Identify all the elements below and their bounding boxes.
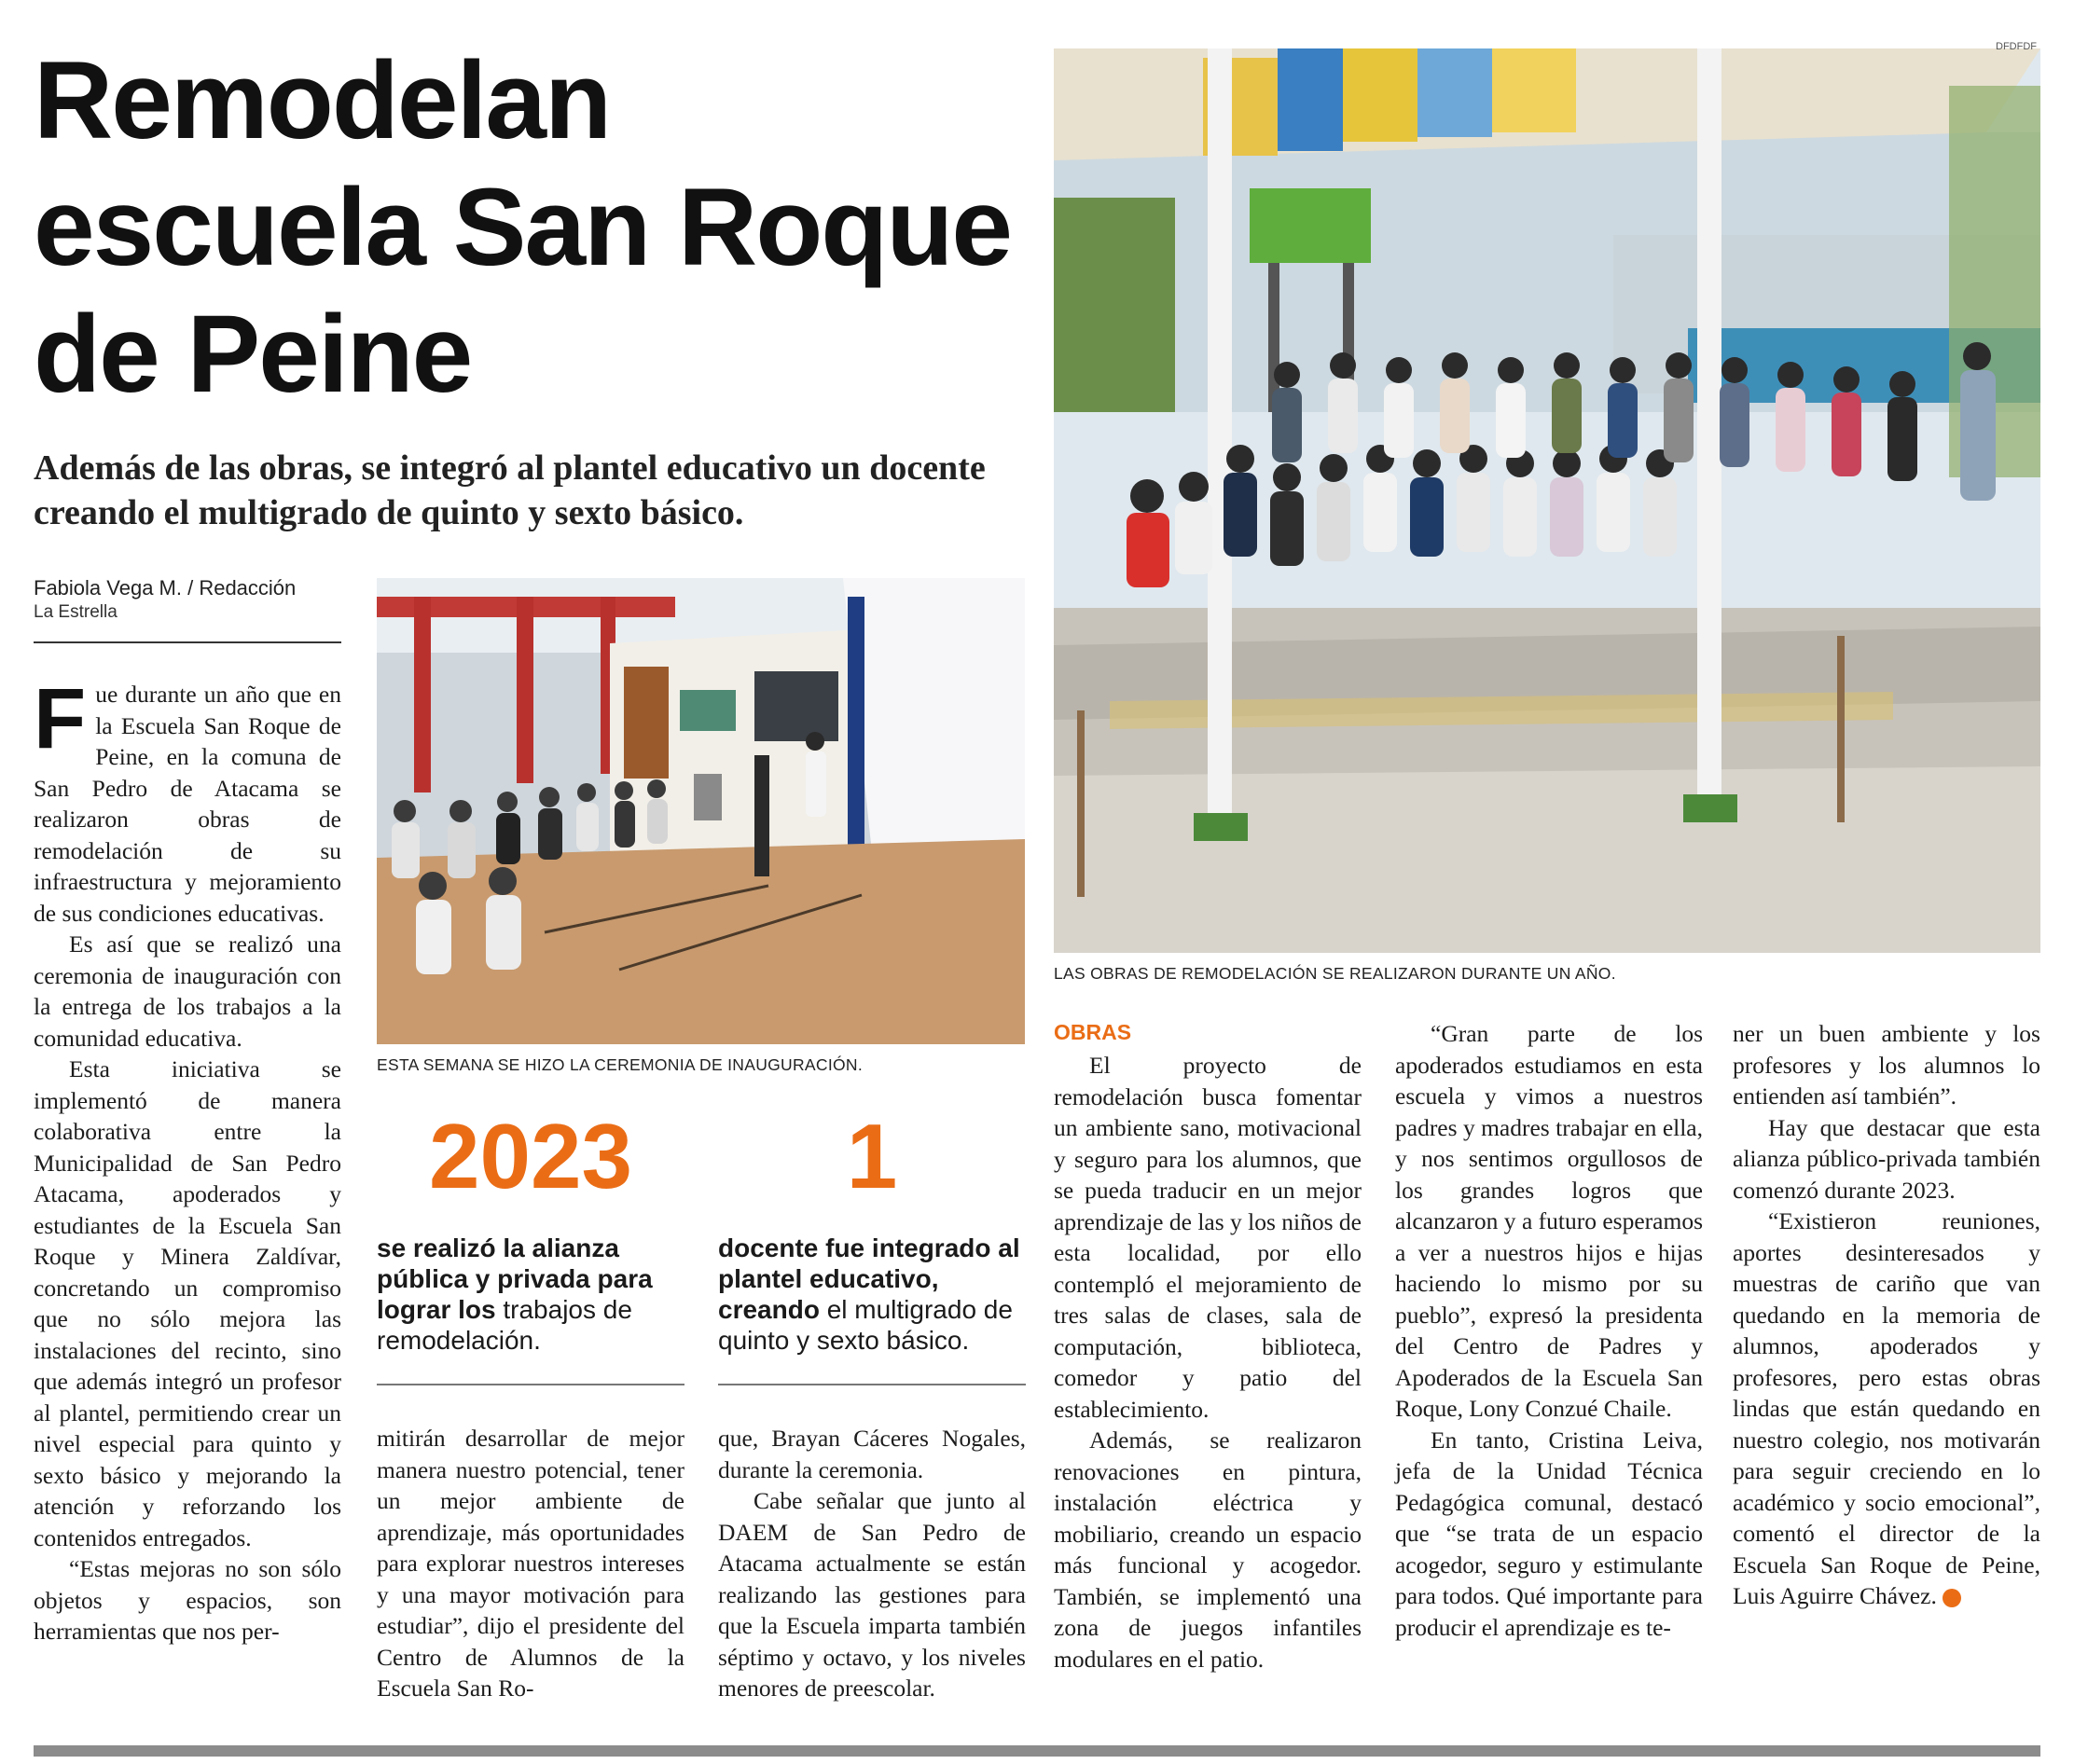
paragraph: Es así que se realizó una ceremonia de inauguración con la entrega de los trabajos a la comunidad educativa. [34, 930, 341, 1052]
stat-text-normal: el multigrado de quinto y sexto básico. [718, 1295, 1013, 1355]
paragraph: que, Brayan Cáceres Nogales, durante la ceremonia. [718, 1425, 1026, 1483]
ceremony-photo-caption: ESTA SEMANA SE HIZO LA CEREMONIA DE INAUGURACIÓN. [377, 1055, 864, 1074]
article-column-3 [718, 1423, 1026, 1704]
stat-number-year: 2023 [428, 1105, 632, 1207]
stat-text-bold: docente fue integrado al plantel educativo, creando [718, 1233, 1020, 1324]
end-of-article-icon: ✪ [1943, 1589, 1961, 1607]
paragraph: Cabe señalar que junto al DAEM de San Pedro de Atacama actualmente se están realizando las gestiones para que la Escuela imparta también séptimo y octavo, y los niveles menores de preescolar. [718, 1487, 1026, 1702]
paragraph: mitirán desarrollar de mejor manera nuestro potencial, tener un mejor ambiente de aprendizaje, más oportunidades para explorar nuestros intereses y una mayor motivación para estudiar”, dijo el presidente del Centro de Alumnos de la Escuela San Ro- [377, 1425, 684, 1702]
paragraph: “Estas mejoras no son sólo objetos y espacios, son herramientas que nos per- [34, 1555, 341, 1645]
paragraph: Hay que destacar que esta alianza público-privada también comenzó durante 2023. [1733, 1113, 2040, 1204]
section-label-obras: OBRAS [1054, 1020, 1132, 1044]
paragraph-text: “Existieron reuniones, aportes desinteresados y muestras de cariño que van quedando en la memoria de alumnos, apoderados y profesores, pero estas obras lindas que están quedando en nuestro colegio, nos motivarán para seguir creciendo en lo académico y socio emocional”, comentó el director de la Escuela San Roque de Peine, Luis Aguirre Chávez. [1733, 1207, 2040, 1609]
byline-divider [34, 641, 341, 643]
article-column-2 [377, 1423, 684, 1704]
paragraph [1733, 1206, 2040, 1612]
group-photo-image [1054, 48, 2040, 953]
article-column-5 [1395, 1018, 1703, 1643]
paragraph: “Gran parte de los apoderados estudiamos en esta escuela y vimos a nuestros padres y madres trabajar en ella, y nos sentimos orgullosos de los grandes logros que alcanzaron y a futuro esperamos a ver a nuestros hijos e hijas haciendo lo mismo por su pueblo”, expresó la presidenta del Centro de Padres y Apoderados de la Escuela San Roque, Lony Conzué Chaile. [1395, 1020, 1703, 1422]
article-column-1 [34, 671, 341, 1647]
group-photo-credit: DFDFDF [1996, 41, 2037, 52]
paragraph: Además, se realizaron renovaciones en pintura, instalación eléctrica y mobiliario, creando un espacio más funcional y acogedor. También, se implementó una zona de juegos infantiles modulares en el patio. [1054, 1426, 1362, 1673]
stat-text-normal: trabajos de remodelación. [377, 1295, 632, 1355]
subheadline: Además de las obras, se integró al plantel educativo un docente creando el multigrado de quinto y sexto básico. [34, 448, 986, 532]
paragraph: Esta iniciativa se implementó de manera colaborativa entre la Municipalidad de San Pedro Atacama, apoderados y estudiantes de la Escuela San Roque y Minera Zaldívar, concretando un compromiso que no sólo mejora las instalaciones del recinto, sino que además integró un profesor al plantel, permitiendo crear un nivel especial para quinto y sexto básico y mejorando la atención y reforzando los contenidos entregados. [34, 1055, 341, 1551]
paragraph: El proyecto de remodelación busca fomentar un ambiente sano, motivacional y seguro para los alumnos, que se pueda traducir en un mejor aprendizaje de las y los niños de esta localidad, por ello contempló el mejoramiento de tres salas de clases, sala de computación, biblioteca, comedor y patio del establecimiento. [1054, 1052, 1362, 1423]
stat-number-teacher: 1 [846, 1105, 898, 1207]
byline-outlet: La Estrella [34, 602, 118, 622]
stat-text-year [377, 1233, 683, 1356]
stat-divider [718, 1384, 1026, 1385]
ceremony-photo-image [377, 578, 1025, 1044]
group-photo [1054, 48, 2040, 953]
stat-text-bold: se realizó la alianza pública y privada para lograr los [377, 1233, 653, 1324]
article-column-4 [1054, 1050, 1362, 1674]
paragraph: En tanto, Cristina Leiva, jefa de la Unidad Técnica Pedagógica comunal, destacó que “se trata de un espacio acogedor, seguro y estimulante para todos. Qué importante para producir el aprendizaje es te- [1395, 1426, 1703, 1641]
stat-text-teacher [718, 1233, 1026, 1356]
stat-divider [377, 1384, 684, 1385]
dropcap: F [34, 671, 87, 766]
paragraph: ue durante un año que en la Escuela San Roque de Peine, en la comuna de San Pedro de Atacama se realizaron obras de remodelación de su infraestructura y mejoramiento de sus condiciones educativas. [34, 681, 341, 927]
paragraph: ner un buen ambiente y los profesores y los alumnos lo entienden así también”. [1733, 1020, 2040, 1109]
group-photo-caption: LAS OBRAS DE REMODELACIÓN SE REALIZARON DURANTE UN AÑO. [1054, 964, 1616, 983]
headline: Remodelan escuela San Roque de Peine [34, 39, 1012, 416]
ceremony-photo [377, 578, 1025, 1044]
footer-bar [34, 1745, 2040, 1757]
article-column-6 [1733, 1018, 2040, 1612]
byline-author: Fabiola Vega M. / Redacción [34, 576, 297, 599]
